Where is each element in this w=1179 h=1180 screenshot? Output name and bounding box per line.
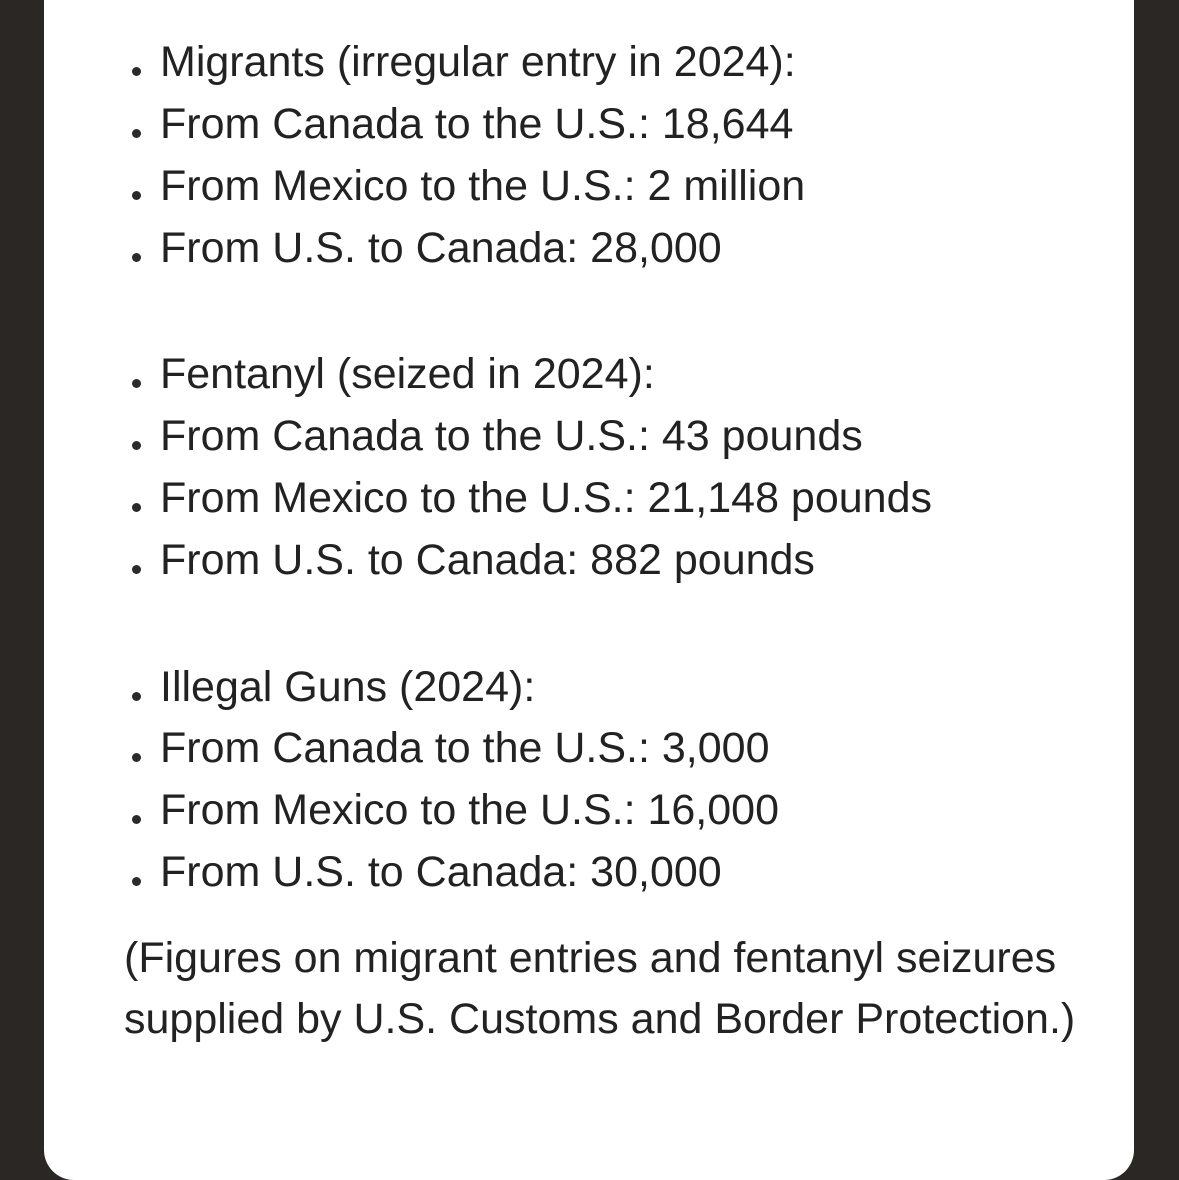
list-item: From Mexico to the U.S.: 16,000 xyxy=(160,786,779,834)
section-heading-illegal-guns: Illegal Guns (2024): xyxy=(160,663,536,711)
section-heading-fentanyl: Fentanyl (seized in 2024): xyxy=(160,350,655,398)
section-heading-migrants: Migrants (irregular entry in 2024): xyxy=(160,38,796,86)
list-item: From Canada to the U.S.: 18,644 xyxy=(160,100,794,148)
list-item: From Canada to the U.S.: 43 pounds xyxy=(160,412,863,460)
list-item: From Mexico to the U.S.: 21,148 pounds xyxy=(160,474,933,522)
list-item: From Canada to the U.S.: 3,000 xyxy=(160,724,770,772)
list-item: From Mexico to the U.S.: 2 million xyxy=(160,162,806,210)
list-item: From U.S. to Canada: 28,000 xyxy=(160,224,722,272)
list-item: From U.S. to Canada: 882 pounds xyxy=(160,536,815,584)
list-item: From U.S. to Canada: 30,000 xyxy=(160,848,722,896)
footnote: (Figures on migrant entries and fentanyl seizures supplied by U.S. Customs and Border Protection.) xyxy=(124,934,1076,1043)
message-card xyxy=(44,0,1134,1180)
